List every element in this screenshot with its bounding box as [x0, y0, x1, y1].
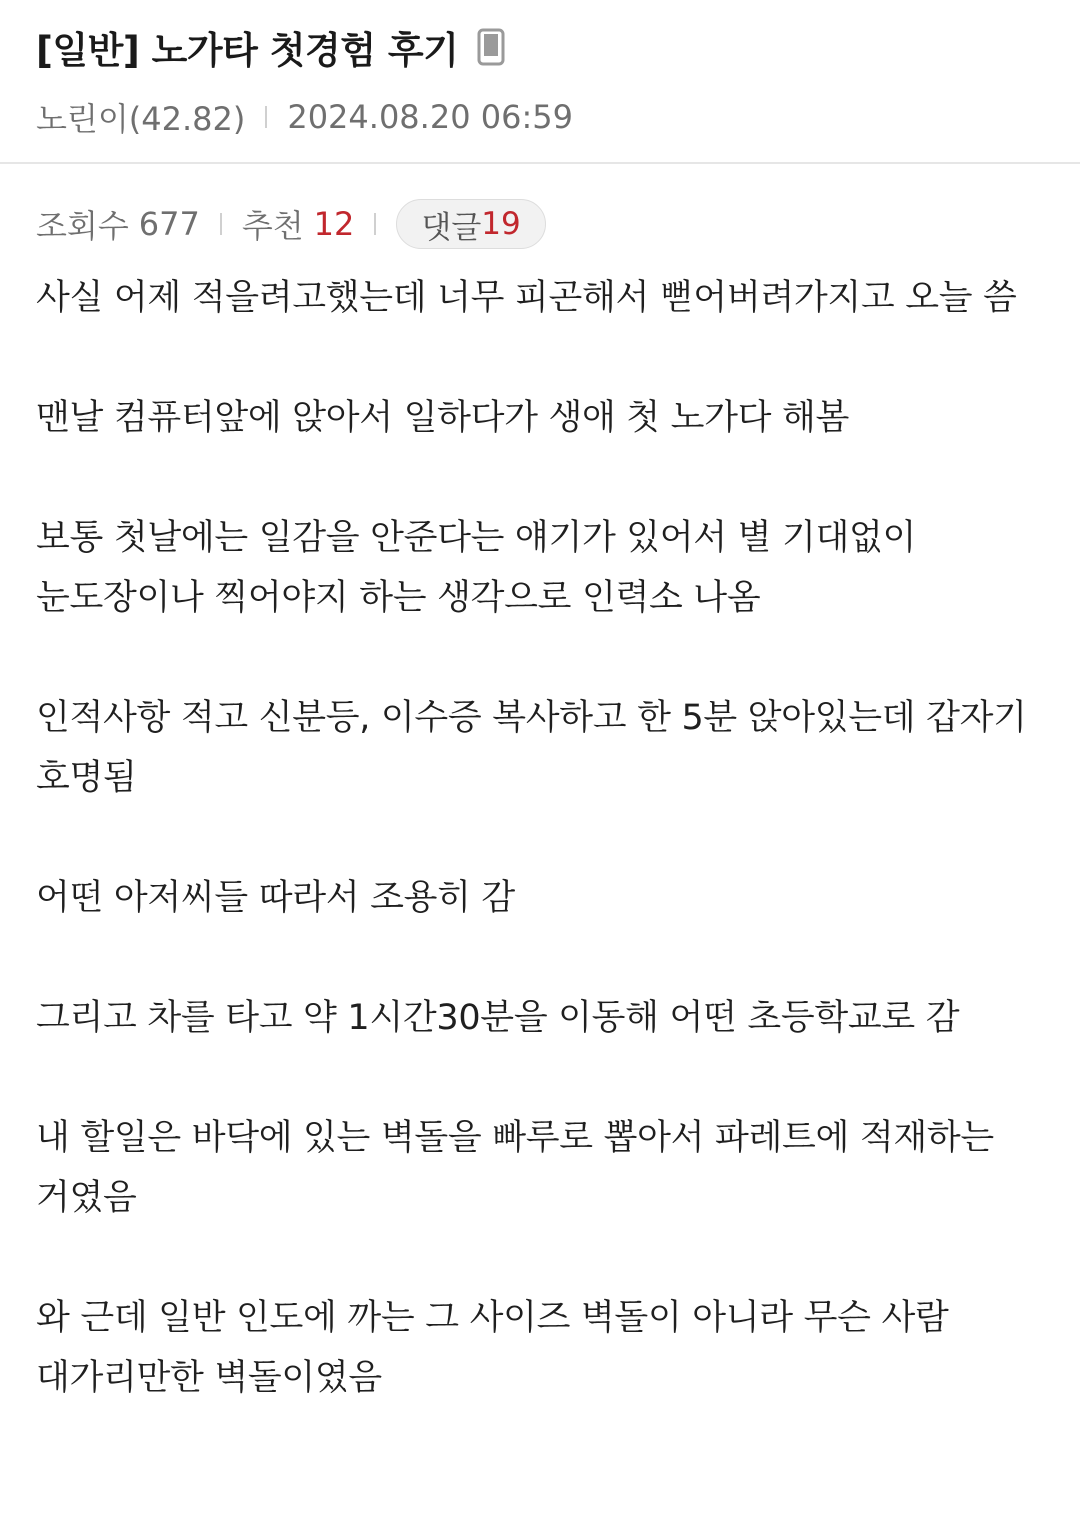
body-paragraph: 그리고 차를 타고 약 1시간30분을 이동해 어떤 초등학교로 감 — [36, 998, 960, 1038]
post-title: [일반] 노가타 첫경험 후기 — [36, 29, 459, 72]
divider — [220, 213, 222, 235]
title-row — [36, 0, 1044, 72]
body-paragraph: 내 할일은 바닥에 있는 벽돌을 빠루로 뽑아서 파레트에 적재하는 거였음 — [36, 1118, 994, 1218]
body-paragraph: 맨날 컴퓨터앞에 앉아서 일하다가 생애 첫 노가다 해봄 — [36, 398, 850, 438]
mobile-phone-icon — [476, 28, 506, 66]
body-paragraph: 사실 어제 적을려고했는데 너무 피곤해서 뻗어버려가지고 오늘 씀 — [36, 278, 1017, 318]
post-body — [0, 268, 1080, 1408]
body-paragraph: 보통 첫날에는 일감을 안준다는 얘기가 있어서 별 기대없이 눈도장이나 찍어야지 하는 생각으로 인력소 나옴 — [36, 518, 917, 618]
author-row — [36, 94, 1044, 140]
post-header — [0, 0, 1080, 164]
divider — [265, 106, 267, 128]
author-name[interactable]: 노린이(42.82) — [36, 100, 246, 138]
comments-label: 댓글 — [421, 209, 482, 246]
body-paragraph: 와 근데 일반 인도에 까는 그 사이즈 벽돌이 아니라 무슨 사람 대가리만한 벽돌이였음 — [36, 1298, 949, 1398]
comments-button[interactable] — [396, 199, 545, 249]
recommend-count: 12 — [313, 205, 355, 243]
recommend-label: 추천 — [241, 207, 304, 245]
body-paragraph: 인적사항 적고 신분등, 이수증 복사하고 한 5분 앉아있는데 갑자기 호명됨 — [36, 698, 1027, 798]
views-label: 조회수 — [36, 207, 129, 245]
comments-count: 19 — [481, 206, 521, 242]
stats-row — [0, 198, 1080, 250]
body-paragraph: 어떤 아저씨들 따라서 조용히 감 — [36, 878, 515, 918]
views-count: 677 — [138, 205, 200, 243]
divider — [374, 213, 376, 235]
post-datetime: 2024.08.20 06:59 — [287, 98, 573, 136]
